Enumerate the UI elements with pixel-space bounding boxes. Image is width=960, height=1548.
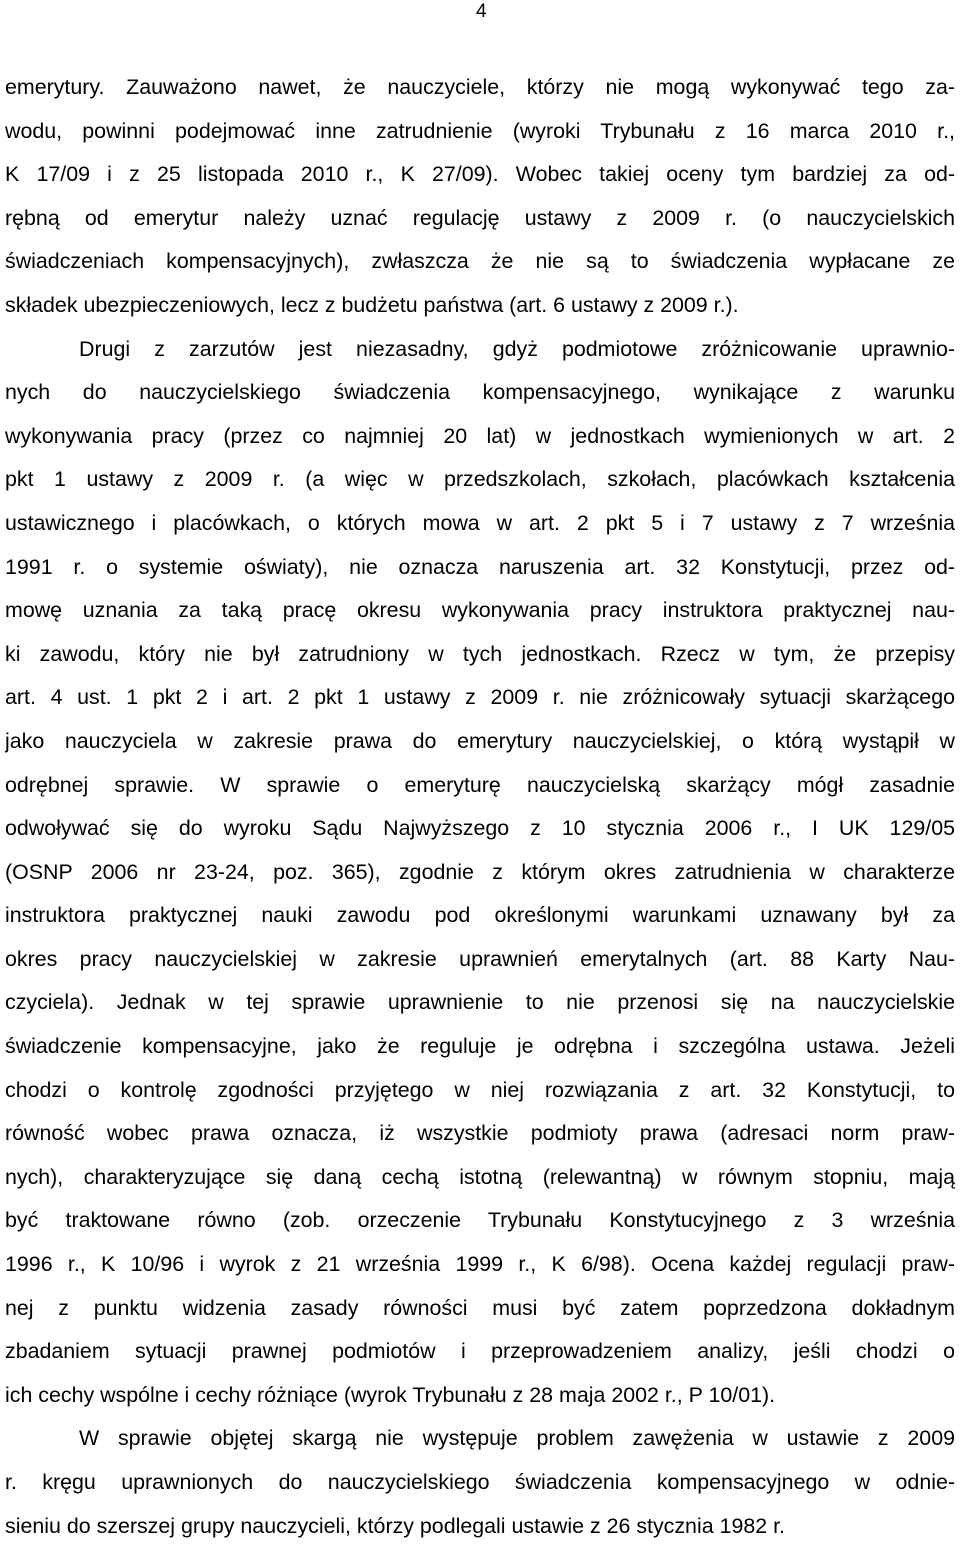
text-line: K 17/09 i z 25 listopada 2010 r., K 27/09). Wobec takiej oceny tym bardziej za od- <box>5 162 955 187</box>
text-line: nych do nauczycielskiego świadczenia kompensacyjnego, wynikające z warunku <box>5 380 955 405</box>
text-line: (OSNP 2006 nr 23-24, poz. 365), zgodnie z którym okres zatrudnienia w charakterze <box>5 859 955 884</box>
page-number: 4 <box>476 1 487 22</box>
text-line: zbadaniem sytuacji prawnej podmiotów i przeprowadzeniem analizy, jeśli chodzi o <box>5 1339 955 1364</box>
document-body <box>5 66 955 1548</box>
paragraph-2 <box>5 328 955 1418</box>
text-line: 1991 r. o systemie oświaty), nie oznacza naruszenia art. 32 Konstytucji, przez od- <box>5 554 955 579</box>
text-line: odrębnej sprawie. W sprawie o emeryturę nauczycielską skarżący mógł zasadnie <box>5 772 955 797</box>
text-line: jako nauczyciela w zakresie prawa do emerytury nauczycielskiej, o którą wystąpił w <box>5 728 955 753</box>
text-line: art. 4 ust. 1 pkt 2 i art. 2 pkt 1 ustawy z 2009 r. nie zróżnicowały sytuacji skarżącego <box>5 685 955 710</box>
text-line: świadczeniach kompensacyjnych), zwłaszcza że nie są to świadczenia wypłacane ze <box>5 249 955 274</box>
text-line: instruktora praktycznej nauki zawodu pod określonymi warunkami uznawany był za <box>5 903 955 928</box>
text-line: rębną od emerytur należy uznać regulację ustawy z 2009 r. (o nauczycielskich <box>5 205 955 230</box>
text-line: ki zawodu, który nie był zatrudniony w tych jednostkach. Rzecz w tym, że przepisy <box>5 641 955 666</box>
text-line: ich cechy wspólne i cechy różniące (wyrok Trybunału z 28 maja 2002 r., P 10/01). <box>5 1382 776 1407</box>
text-line: świadczenie kompensacyjne, jako że reguluje je odrębna i szczególna ustawa. Jeżeli <box>5 1034 955 1059</box>
text-line: pkt 1 ustawy z 2009 r. (a więc w przedszkolach, szkołach, placówkach kształcenia <box>5 467 955 492</box>
paragraph-3 <box>5 1417 955 1548</box>
text-line: ustawicznego i placówkach, o których mowa w art. 2 pkt 5 i 7 ustawy z 7 września <box>5 510 955 535</box>
text-line: nej z punktu widzenia zasady równości musi być zatem poprzedzona dokładnym <box>5 1295 955 1320</box>
text-line: odwoływać się do wyroku Sądu Najwyższego z 10 stycznia 2006 r., I UK 129/05 <box>5 816 955 841</box>
text-line: wykonywania pracy (przez co najmniej 20 lat) w jednostkach wymienionych w art. 2 <box>5 423 955 448</box>
text-line: nych), charakteryzujące się daną cechą istotną (relewantną) w równym stopniu, mają <box>5 1164 955 1189</box>
text-line: 1996 r., K 10/96 i wyrok z 21 września 1999 r., K 6/98). Ocena każdej regulacji praw- <box>5 1252 955 1277</box>
text-line: wodu, powinni podejmować inne zatrudnienie (wyroki Trybunału z 16 marca 2010 r., <box>5 118 955 143</box>
text-line: czyciela). Jednak w tej sprawie uprawnienie to nie przenosi się na nauczycielskie <box>5 990 955 1015</box>
text-line: być traktowane równo (zob. orzeczenie Trybunału Konstytucyjnego z 3 września <box>5 1208 955 1233</box>
text-line: sieniu do szerszej grupy nauczycieli, którzy podlegali ustawie z 26 stycznia 1982 r. <box>5 1513 785 1538</box>
text-line: r. kręgu uprawnionych do nauczycielskiego świadczenia kompensacyjnego w odnie- <box>5 1470 955 1494</box>
text-line: okres pracy nauczycielskiej w zakresie uprawnień emerytalnych (art. 88 Karty Nau- <box>5 946 955 971</box>
text-line: W sprawie objętej skargą nie występuje problem zawężenia w ustawie z 2009 <box>79 1426 955 1451</box>
text-line: mowę uznania za taką pracę okresu wykonywania pracy instruktora praktycznej nau- <box>5 598 955 623</box>
text-line: Drugi z zarzutów jest niezasadny, gdyż podmiotowe zróżnicowanie uprawnio- <box>79 336 955 361</box>
paragraph-1 <box>5 66 955 328</box>
text-line: emerytury. Zauważono nawet, że nauczyciele, którzy nie mogą wykonywać tego za- <box>5 75 955 99</box>
text-line: równość wobec prawa oznacza, iż wszystkie podmioty prawa (adresaci norm praw- <box>5 1121 955 1146</box>
text-line: chodzi o kontrolę zgodności przyjętego w niej rozwiązania z art. 32 Konstytucji, to <box>5 1077 955 1102</box>
text-line: składek ubezpieczeniowych, lecz z budżetu państwa (art. 6 ustawy z 2009 r.). <box>5 292 739 317</box>
